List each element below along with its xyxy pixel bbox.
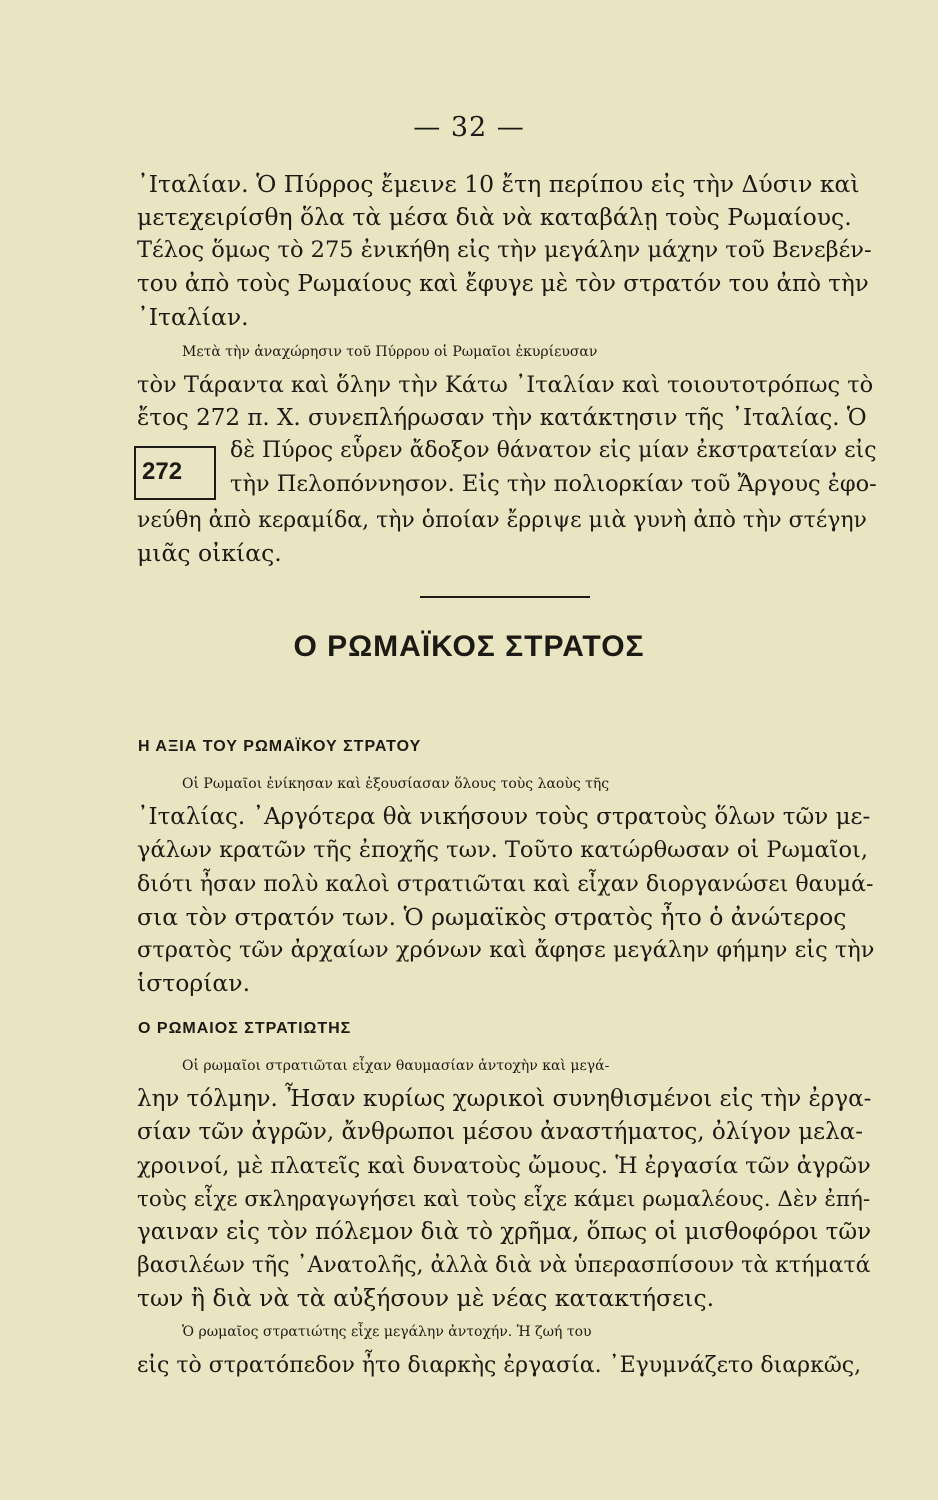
paragraph-1	[137, 168, 877, 334]
subheading-roman-soldier: Ο ΡΩΜΑΙΟΣ ΣΤΡΑΤΙΩΤΗΣ	[138, 1020, 352, 1037]
text-line: μιᾶς οἰκίας.	[137, 539, 282, 568]
text-line: σια τὸν στρατόν των. Ὁ ρωμαϊκὸς στρατὸς ἦτο ὁ ἀνώτερος	[137, 902, 847, 931]
text-line: του ἀπὸ τοὺς Ρωμαίους καὶ ἔφυγε μὲ τὸν στρατόν του ἀπὸ τὴν	[137, 270, 869, 297]
text-line: Οἱ Ρωμαῖοι ἐνίκησαν καὶ ἐξουσίασαν ὅλους τοὺς λαοὺς τῆς	[182, 776, 610, 792]
text-line: νεύθη ἀπὸ κεραμίδα, τὴν ὁποίαν ἔρριψε μιὰ γυνὴ ἀπὸ τὴν στέγην	[137, 508, 867, 533]
text-line: ᾿Ιταλίαν.	[137, 302, 249, 331]
paragraph-3	[137, 768, 877, 1000]
text-line: λην τόλμην. Ἦσαν κυρίως χωρικοὶ συνηθισμένοι εἰς τὴν ἐργα-	[137, 1086, 872, 1113]
paragraph-5	[137, 1316, 877, 1382]
text-line-wrapped: τὴν Πελοπόννησον. Εἰς τὴν πολιορκίαν τοῦ Ἄργους ἐφο-	[230, 471, 877, 497]
text-line: χροινοί, μὲ πλατεῖς καὶ δυνατοὺς ὤμους. Ἡ ἐργασία τῶν ἀγρῶν	[137, 1152, 871, 1179]
margin-date-box	[134, 446, 216, 500]
text-line: μετεχειρίσθη ὅλα τὰ μέσα διὰ νὰ καταβάλῃ τοὺς Ρωμαίους.	[137, 203, 852, 232]
text-line: Ὁ ρωμαῖος στρατιώτης εἶχε μεγάλην ἀντοχήν. Ἡ ζωή του	[182, 1324, 592, 1340]
page-number: — 32 —	[413, 112, 525, 143]
paragraph-2-continued	[137, 504, 877, 570]
text-line: σίαν τῶν ἀγρῶν, ἄνθρωποι μέσου ἀναστήματος, ὀλίγον μελα-	[137, 1119, 863, 1146]
text-line: τοὺς εἶχε σκληραγωγήσει καὶ τοὺς εἶχε κάμει ρωμαλέους. Δὲν ἐπή-	[137, 1186, 871, 1212]
text-line: Οἱ ρωμαῖοι στρατιῶται εἶχαν θαυμασίαν ἀντοχὴν καὶ μεγά-	[182, 1058, 610, 1074]
text-line: εἰς τὸ στρατόπεδον ἦτο διαρκὴς ἐργασία. ᾿Εγυμνάζετο διαρκῶς,	[137, 1353, 862, 1379]
section-divider	[420, 596, 590, 598]
text-line: ἱστορίαν.	[137, 969, 251, 998]
section-title: Ο ΡΩΜΑΪΚΟΣ ΣΤΡΑΤΟΣ	[293, 630, 645, 663]
text-line: βασιλέων τῆς ᾿Ανατολῆς, ἀλλὰ διὰ νὰ ὑπερασπίσουν τὰ κτήματά	[137, 1253, 871, 1279]
text-line: των ἢ διὰ νὰ τὰ αὐξήσουν μὲ νέας κατακτήσεις.	[137, 1284, 715, 1313]
text-line: Τέλος ὅμως τὸ 275 ἐνικήθη εἰς τὴν μεγάλην μάχην τοῦ Βενεβέν-	[137, 237, 872, 264]
text-line: ἔτος 272 π. Χ. συνεπλήρωσαν τὴν κατάκτησιν τῆς ᾿Ιταλίας. Ὁ	[137, 405, 867, 432]
text-line: ᾿Ιταλίας. ᾿Αργότερα θὰ νικήσουν τοὺς στρατοὺς ὅλων τῶν με-	[137, 804, 871, 831]
text-line: στρατὸς τῶν ἀρχαίων χρόνων καὶ ἄφησε μεγάλην φήμην εἰς τὴν	[137, 937, 875, 964]
text-line: ᾿Ιταλίαν. Ὁ Πύρρος ἔμεινε 10 ἔτη περίπου εἰς τὴν Δύσιν καὶ	[137, 170, 860, 198]
text-line: Μετὰ τὴν ἀναχώρησιν τοῦ Πύρρου οἱ Ρωμαῖοι ἐκυρίευσαν	[182, 344, 598, 360]
paragraph-2	[137, 336, 877, 436]
paragraph-4	[137, 1050, 877, 1316]
margin-date: 272	[142, 458, 183, 485]
text-line: τὸν Τάραντα καὶ ὅλην τὴν Κάτω ᾿Ιταλίαν καὶ τοιουτοτρόπως τὸ	[137, 372, 874, 399]
text-line: διότι ἦσαν πολὺ καλοὶ στρατιῶται καὶ εἶχαν διοργανώσει θαυμά-	[137, 871, 874, 897]
margin-box-divider	[214, 448, 216, 498]
text-line: γαιναν εἰς τὸν πόλεμον διὰ τὸ χρῆμα, ὅπως οἱ μισθοφόροι τῶν	[137, 1219, 872, 1246]
subheading-value-of-army: Η ΑΞΙΑ ΤΟΥ ΡΩΜΑΪΚΟΥ ΣΤΡΑΤΟΥ	[138, 738, 422, 755]
text-line-wrapped: δὲ Πύρος εὗρεν ἄδοξον θάνατον εἰς μίαν ἐκστρατείαν εἰς	[230, 438, 877, 463]
text-line: γάλων κρατῶν τῆς ἐποχῆς των. Τοῦτο κατώρθωσαν οἱ Ρωμαῖοι,	[137, 837, 869, 864]
